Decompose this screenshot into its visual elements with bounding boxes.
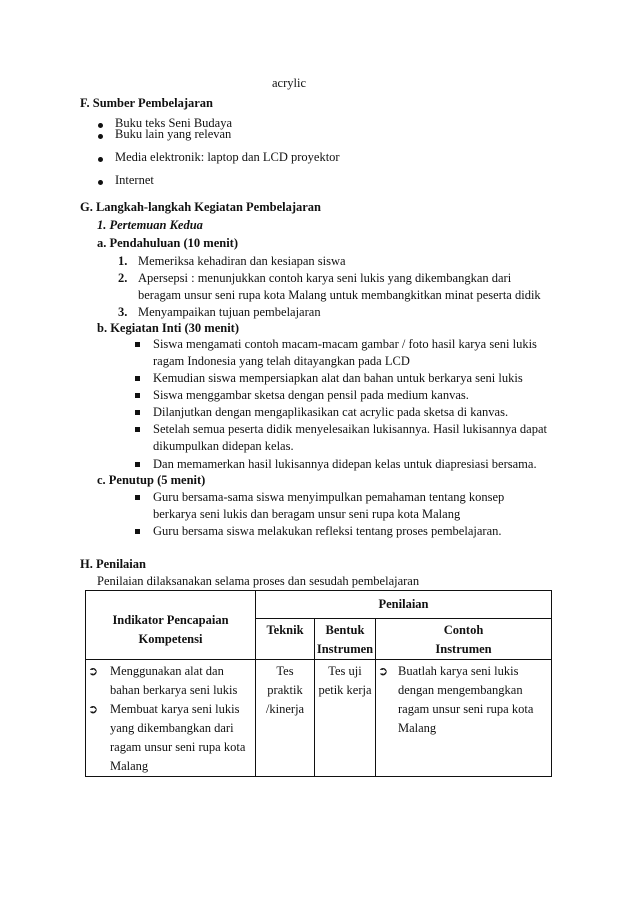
- assessment-table: [85, 590, 552, 777]
- list-item: berkarya seni lukis dan beragam unsur seni rupa kota Malang: [153, 507, 461, 521]
- subsection-b-title: b. Kegiatan Inti (30 menit): [97, 321, 240, 335]
- square-bullet-icon: [135, 376, 140, 381]
- section-f-item: Media elektronik: laptop dan LCD proyektor: [115, 150, 340, 164]
- list-item: Setelah semua peserta didik menyelesaikan lukisannya. Hasil lukisannya dapat: [153, 422, 547, 436]
- list-item: beragam unsur seni rupa kota Malang untuk membangkitkan minat peserta didik: [138, 288, 541, 302]
- square-bullet-icon: [135, 462, 140, 467]
- section-g-title: G. Langkah-langkah Kegiatan Pembelajaran: [80, 200, 321, 214]
- list-item: Siswa mengamati contoh macam-macam gambar / foto hasil karya seni lukis: [153, 337, 537, 351]
- bullet-icon: [98, 157, 103, 162]
- header-bentuk: Bentuk Instrumen: [315, 619, 376, 660]
- list-item: Siswa menggambar sketsa dengan pensil pada medium kanvas.: [153, 388, 469, 402]
- section-h-title: H. Penilaian: [80, 557, 146, 571]
- bullet-icon: [98, 134, 103, 139]
- subsection-a-title: a. Pendahuluan (10 menit): [97, 236, 238, 250]
- square-bullet-icon: [135, 410, 140, 415]
- arrow-bullet-icon: ➲: [88, 702, 99, 716]
- subsection-c-title: c. Penutup (5 menit): [97, 473, 206, 487]
- header-indikator: Indikator Pencapaian Kompetensi: [86, 591, 256, 660]
- top-word: acrylic: [272, 76, 307, 90]
- list-item: Guru bersama siswa melakukan refleksi tentang proses pembelajaran.: [153, 524, 502, 538]
- list-item: Dilanjutkan dengan mengaplikasikan cat acrylic pada sketsa di kanvas.: [153, 405, 509, 419]
- bullet-icon: [98, 123, 103, 128]
- section-h-intro: Penilaian dilaksanakan selama proses dan sesudah pembelajaran: [97, 574, 420, 588]
- item-number: 1.: [118, 254, 128, 268]
- list-item: Apersepsi : menunjukkan contoh karya seni lukis yang dikembangkan dari: [138, 271, 512, 285]
- square-bullet-icon: [135, 495, 140, 500]
- arrow-bullet-icon: ➲: [88, 664, 99, 678]
- item-number: 3.: [118, 305, 128, 319]
- section-f-item: Buku lain yang relevan: [115, 127, 232, 141]
- list-item: Memeriksa kehadiran dan kesiapan siswa: [138, 254, 346, 268]
- list-item: Menyampaikan tujuan pembelajaran: [138, 305, 321, 319]
- header-penilaian: Penilaian: [256, 591, 552, 619]
- arrow-bullet-icon: ➲: [378, 664, 389, 678]
- list-item: Kemudian siswa mempersiapkan alat dan bahan untuk berkarya seni lukis: [153, 371, 523, 385]
- item-number: 2.: [118, 271, 128, 285]
- section-f-item: Internet: [115, 173, 154, 187]
- list-item: Guru bersama-sama siswa menyimpulkan pemahaman tentang konsep: [153, 490, 505, 504]
- square-bullet-icon: [135, 342, 140, 347]
- cell-bentuk: Tes uji petik kerja: [315, 660, 376, 777]
- header-teknik: Teknik: [256, 619, 315, 660]
- square-bullet-icon: [135, 427, 140, 432]
- bullet-icon: [98, 180, 103, 185]
- list-item: ragam Indonesia yang telah ditayangkan pada LCD: [153, 354, 410, 368]
- header-contoh: Contoh Instrumen: [376, 619, 552, 660]
- meeting-title: 1. Pertemuan Kedua: [97, 218, 203, 232]
- square-bullet-icon: [135, 529, 140, 534]
- cell-teknik: Tes praktik /kinerja: [256, 660, 315, 777]
- cell-contoh: ➲ Buatlah karya seni lukis dengan mengembangkan ragam unsur seni rupa kota Malang: [376, 660, 552, 777]
- section-f-item: Buku teks Seni Budaya: [115, 116, 233, 130]
- cell-indikator: ➲ Menggunakan alat dan bahan berkarya seni lukis ➲ Membuat karya seni lukis yang dikembangkan dari ragam unsur seni rupa kota Malang: [86, 660, 256, 777]
- list-item: dikumpulkan didepan kelas.: [153, 439, 294, 453]
- list-item: Dan memamerkan hasil lukisannya didepan kelas untuk diapresiasi bersama.: [153, 457, 537, 471]
- section-f-title: F. Sumber Pembelajaran: [80, 96, 213, 110]
- square-bullet-icon: [135, 393, 140, 398]
